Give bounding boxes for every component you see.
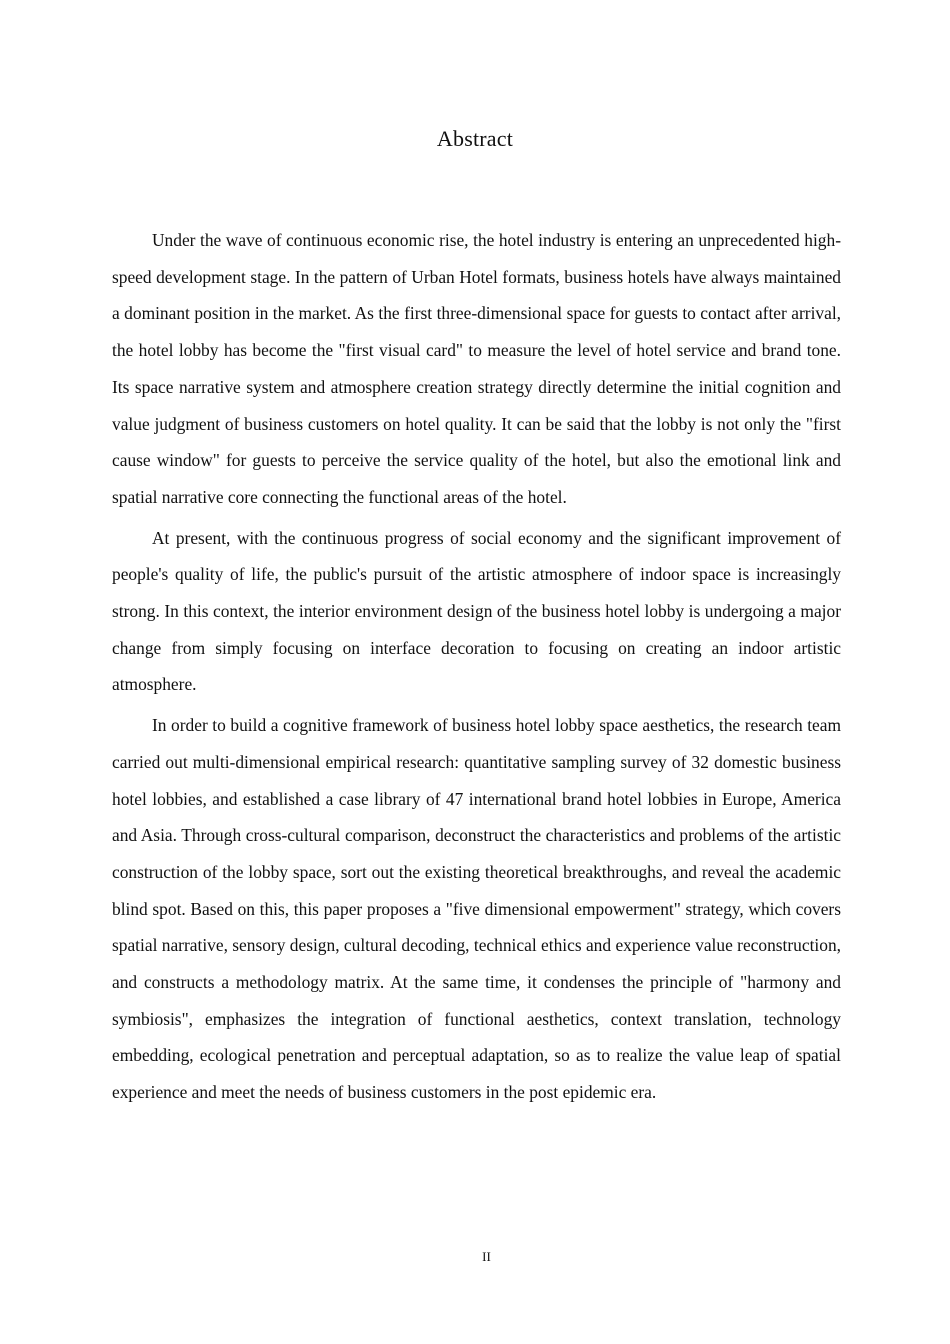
- abstract-paragraph-1: Under the wave of continuous economic rise, the hotel industry is entering an unprecedented high-speed development stage. In the pattern of Urban Hotel formats, business hotels have always maintained a dominant position in the market. As the first three-dimensional space for guests to contact after arrival, the hotel lobby has become the "first visual card" to measure the level of hotel service and brand tone. Its space narrative system and atmosphere creation strategy directly determine the initial cognition and value judgment of business customers on hotel quality. It can be said that the lobby is not only the "first cause window" for guests to perceive the service quality of the hotel, but also the emotional link and spatial narrative core connecting the functional areas of the hotel.: [112, 230, 841, 507]
- abstract-body: [112, 222, 841, 1115]
- abstract-paragraph-3: In order to build a cognitive framework of business hotel lobby space aesthetics, the research team carried out multi-dimensional empirical research: quantitative sampling survey of 32 domestic business hotel lobbies, and established a case library of 47 international brand hotel lobbies in Europe, America and Asia. Through cross-cultural comparison, deconstruct the characteristics and problems of the artistic construction of the lobby space, sort out the existing theoretical breakthroughs, and reveal the academic blind spot. Based on this, this paper proposes a "five dimensional empowerment" strategy, which covers spatial narrative, sensory design, cultural decoding, technical ethics and experience value reconstruction, and constructs a methodology matrix. At the same time, it condenses the principle of "harmony and symbiosis", emphasizes the integration of functional aesthetics, context translation, technology embedding, ecological penetration and perceptual adaptation, so as to realize the value leap of spatial experience and meet the needs of business customers in the post epidemic era.: [112, 715, 841, 1103]
- page-number: II: [482, 1249, 491, 1264]
- abstract-title: Abstract: [436, 126, 514, 151]
- abstract-paragraph-2: At present, with the continuous progress of social economy and the significant improvement of people's quality of life, the public's pursuit of the artistic atmosphere of indoor space is increasingly strong. In this context, the interior environment design of the business hotel lobby is undergoing a major change from simply focusing on interface decoration to focusing on creating an indoor artistic atmosphere.: [112, 527, 841, 695]
